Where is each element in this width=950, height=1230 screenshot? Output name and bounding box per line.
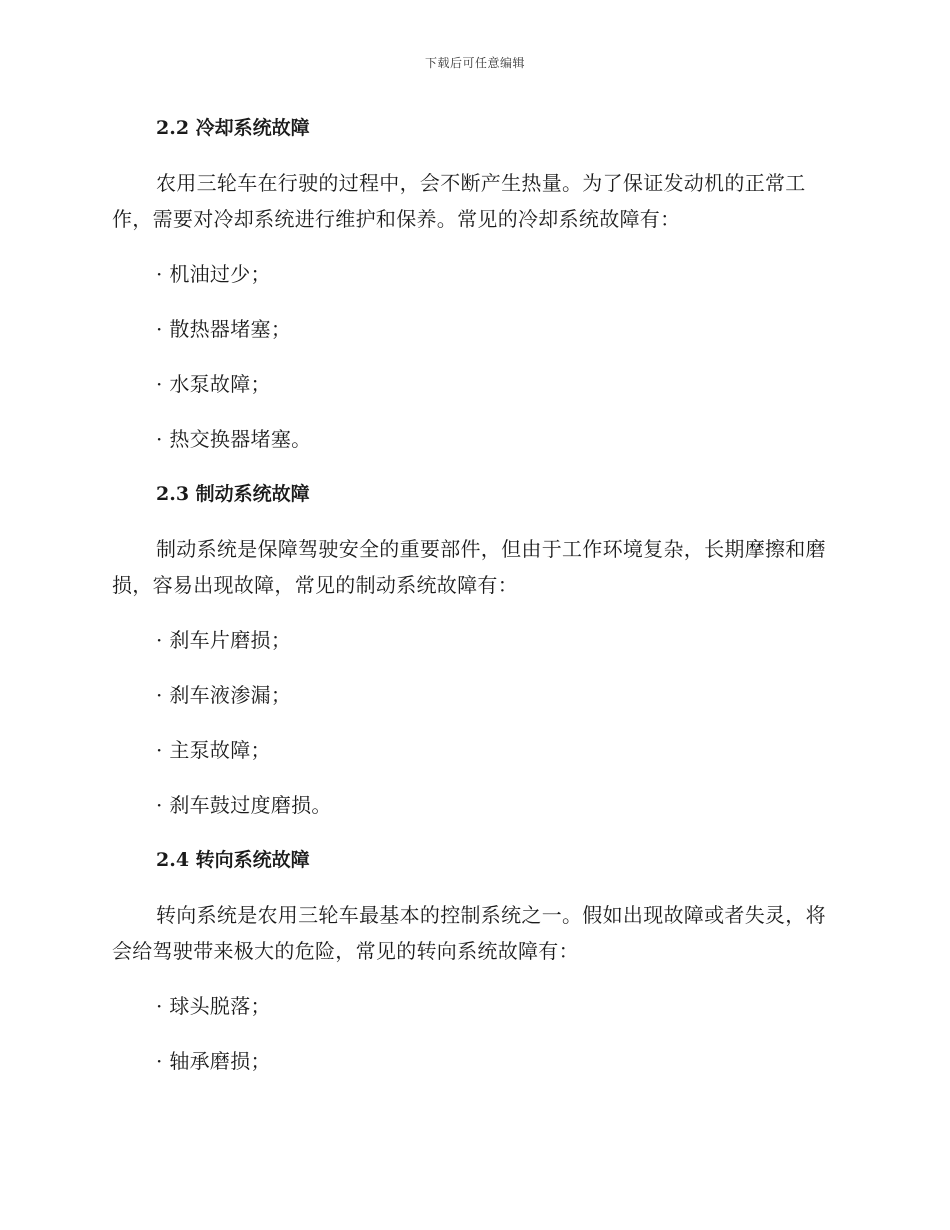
list-item: · 主泵故障； (156, 738, 271, 762)
section-brake-system (112, 476, 832, 823)
section-heading: 2.2 冷却系统故障 (156, 117, 310, 139)
list-item: · 刹车鼓过度磨损。 (156, 793, 332, 817)
list-item: · 水泵故障； (156, 372, 271, 396)
section-heading: 2.3 制动系统故障 (156, 483, 310, 505)
list-item: · 刹车液渗漏； (156, 683, 292, 707)
section-cooling-system (112, 110, 832, 457)
list-item: · 机油过少； (156, 262, 271, 286)
section-paragraph: 农用三轮车在行驶的过程中，会不断产生热量。为了保证发动机的正常工作，需要对冷却系统进行维护和保养。常见的冷却系统故障有： (112, 171, 806, 231)
section-paragraph: 转向系统是农用三轮车最基本的控制系统之一。假如出现故障或者失灵，将会给驾驶带来极大的危险，常见的转向系统故障有： (112, 903, 826, 963)
section-heading: 2.4 转向系统故障 (156, 849, 310, 871)
page-header: 下载后可任意编辑 (424, 56, 525, 70)
list-item: · 热交换器堵塞。 (156, 427, 312, 451)
section-paragraph: 制动系统是保障驾驶安全的重要部件，但由于工作环境复杂，长期摩擦和磨损，容易出现故障，常见的制动系统故障有： (112, 537, 826, 597)
document-body (112, 110, 832, 1098)
list-item: · 球头脱落； (156, 994, 271, 1018)
section-steering-system (112, 842, 832, 1079)
list-item: · 散热器堵塞； (156, 317, 292, 341)
list-item: · 刹车片磨损； (156, 628, 292, 652)
list-item: · 轴承磨损； (156, 1049, 271, 1073)
